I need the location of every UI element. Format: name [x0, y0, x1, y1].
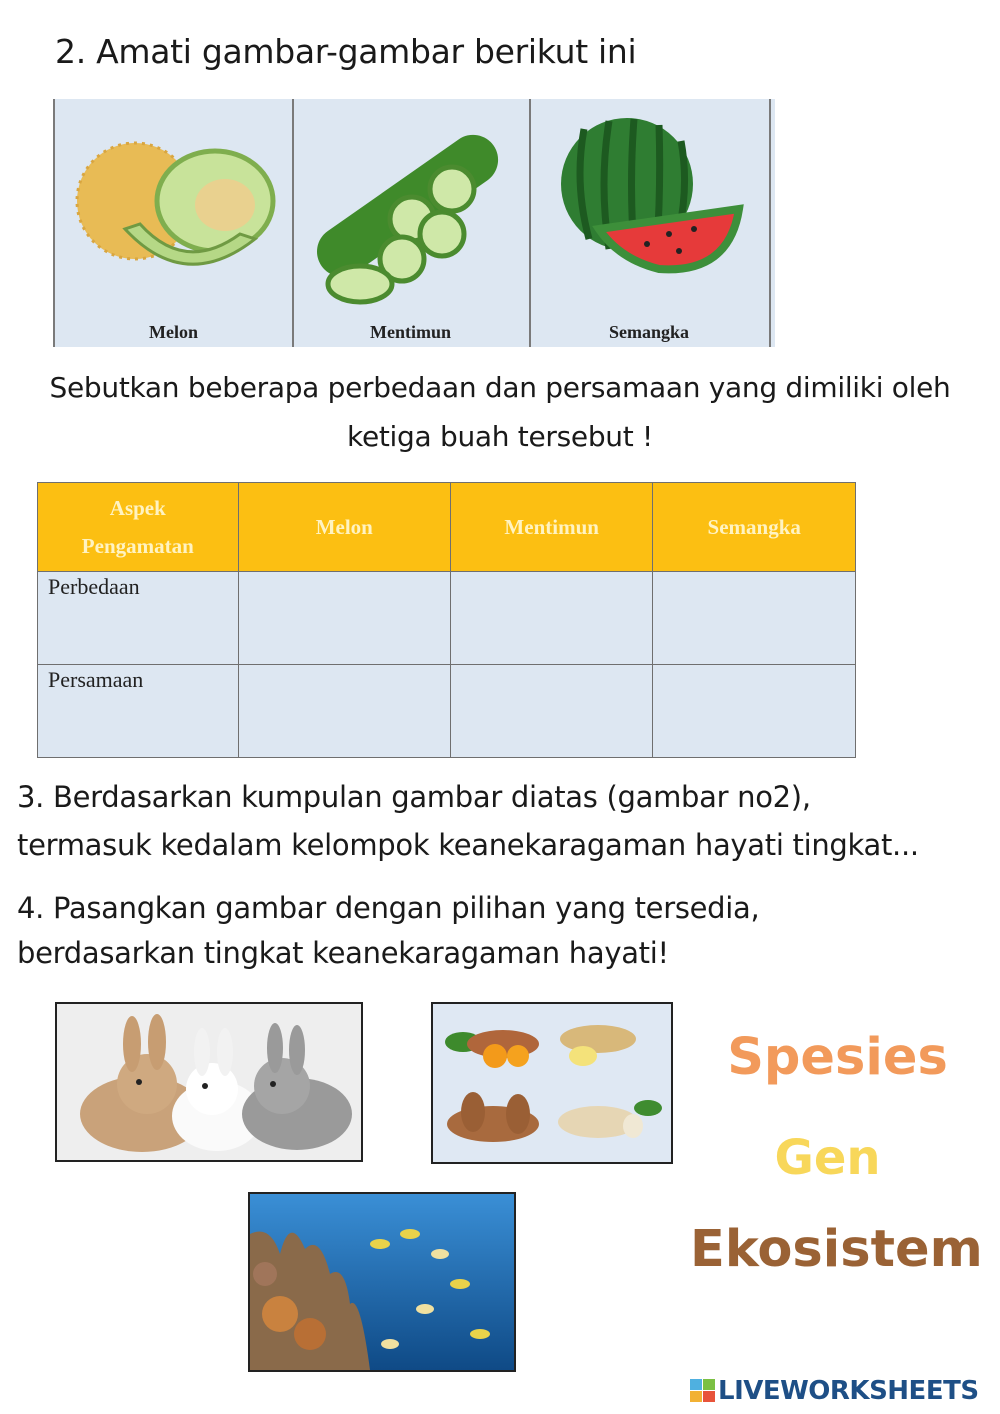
question-2-heading: 2. Amati gambar-gambar berikut ini — [55, 32, 637, 71]
table-row — [38, 572, 856, 665]
option-ekosistem[interactable]: Ekosistem — [690, 1220, 983, 1279]
fruit-cell-mentimun — [292, 99, 531, 347]
table-header-row — [38, 483, 856, 572]
rhizomes-picture — [433, 1004, 671, 1162]
header-melon: Melon — [238, 483, 450, 572]
answer-cell-perbedaan-melon[interactable] — [238, 572, 450, 665]
answer-cell-perbedaan-semangka[interactable] — [653, 572, 856, 665]
instruction-line-2: ketiga buah tersebut ! — [347, 420, 653, 453]
fruit-label-mentimun: Mentimun — [370, 322, 451, 342]
answer-cell-persamaan-mentimun[interactable] — [450, 665, 653, 758]
answer-cell-perbedaan-mentimun[interactable] — [450, 572, 653, 665]
fruit-label-melon: Melon — [149, 322, 198, 342]
question-3-line-1: 3. Berdasarkan kumpulan gambar diatas (gambar no2), — [17, 780, 811, 814]
option-gen[interactable]: Gen — [774, 1130, 881, 1186]
rabbits-picture — [57, 1004, 361, 1160]
brand-name: LIVEWORKSHEETS — [718, 1376, 979, 1406]
coral-reef-image[interactable] — [248, 1192, 516, 1372]
answer-cell-persamaan-semangka[interactable] — [653, 665, 856, 758]
row-label-perbedaan: Perbedaan — [38, 572, 239, 665]
answer-cell-persamaan-melon[interactable] — [238, 665, 450, 758]
instruction-line-1: Sebutkan beberapa perbedaan dan persamaan yang dimiliki oleh — [49, 371, 951, 404]
rhizomes-image[interactable] — [431, 1002, 673, 1164]
question-3-line-2: termasuk kedalam kelompok keanekaragaman hayati tingkat... — [17, 828, 919, 862]
row-label-persamaan: Persamaan — [38, 665, 239, 758]
rabbits-image[interactable] — [55, 1002, 363, 1162]
header-pengamatan: Pengamatan — [81, 534, 194, 558]
watermelon-image — [529, 109, 769, 309]
header-semangka: Semangka — [653, 483, 856, 572]
fruit-label-semangka: Semangka — [608, 322, 689, 342]
cucumber-image — [292, 109, 529, 309]
fruit-cell-melon — [55, 99, 294, 347]
liveworksheets-logo-icon — [690, 1379, 716, 1403]
question-4-line-2: berdasarkan tingkat keanekaragaman hayati! — [17, 936, 669, 970]
melon-image — [55, 109, 292, 309]
question-4-line-1: 4. Pasangkan gambar dengan pilihan yang tersedia, — [17, 891, 760, 925]
table-row — [38, 665, 856, 758]
coral-reef-picture — [250, 1194, 514, 1370]
brand-logo — [690, 1376, 979, 1406]
observation-table — [37, 482, 856, 758]
header-aspek-pengamatan — [38, 483, 239, 572]
option-spesies[interactable]: Spesies — [727, 1028, 948, 1087]
fruit-cell-semangka — [529, 99, 771, 347]
header-mentimun: Mentimun — [450, 483, 653, 572]
fruit-image-table — [53, 99, 775, 347]
header-aspek: Aspek — [109, 496, 166, 520]
